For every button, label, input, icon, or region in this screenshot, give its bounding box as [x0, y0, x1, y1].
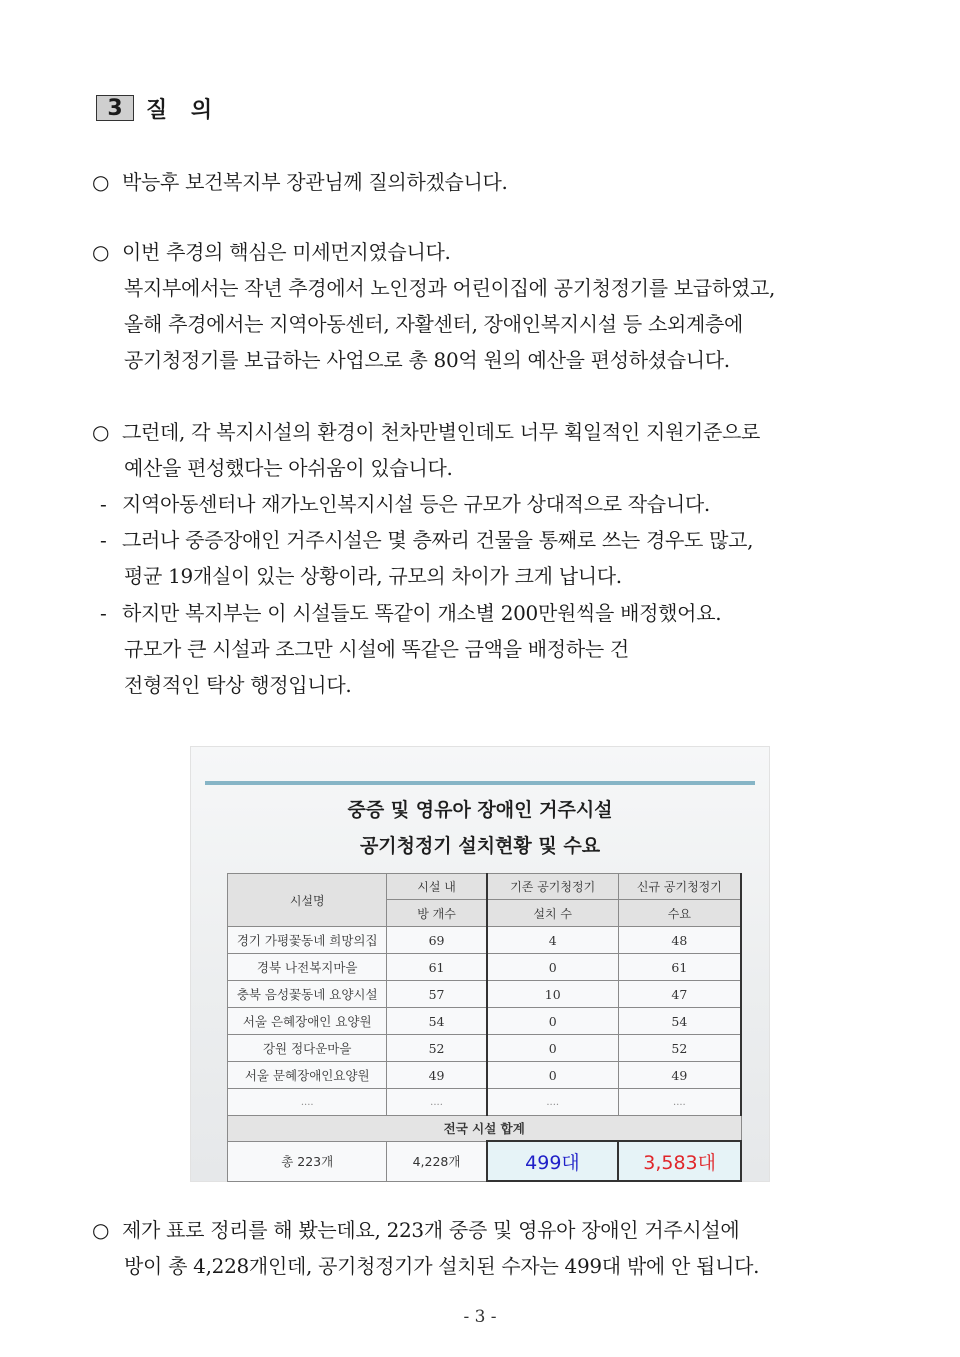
table-row: 서울 문혜장애인요양원 49 0 49	[228, 1062, 742, 1089]
table-row: 경기 가평꽃동네 희망의집 69 4 48	[228, 927, 742, 954]
header-facility: 시설명	[228, 874, 387, 927]
circle-bullet: ○	[92, 170, 110, 194]
table-row: 충북 음성꽃동네 요양시설 57 10 47	[228, 981, 742, 1008]
section-number: 3	[96, 95, 134, 121]
table-row-ellipsis: .... .... .... ....	[228, 1089, 742, 1116]
table-row: 서울 은혜장애인 요양원 54 0 54	[228, 1008, 742, 1035]
table-header-row: 시설명 시설 내 기존 공기청정기 신규 공기청정기	[228, 874, 742, 900]
table-row: 경북 나전복지마을 61 0 61	[228, 954, 742, 981]
dash-bullet: -	[100, 601, 107, 625]
circle-bullet: ○	[92, 1218, 110, 1242]
dash-bullet: -	[100, 528, 107, 552]
section-title: 질 의	[146, 97, 221, 123]
total-existing: 499대	[487, 1141, 619, 1181]
table-row: 강원 정다운마을 52 0 52	[228, 1035, 742, 1062]
paragraph-1: ○ 박능후 보건복지부 장관님께 질의하겠습니다.	[92, 170, 508, 194]
air-purifier-table	[227, 873, 742, 1182]
circle-bullet: ○	[92, 240, 110, 264]
figure-title-line-2: 공기청정기 설치현황 및 수요	[359, 835, 601, 857]
section-heading	[96, 93, 220, 123]
total-row: 총 223개 4,228개 499대 3,583대	[228, 1141, 742, 1181]
total-demand: 3,583대	[618, 1141, 741, 1181]
embedded-table-figure	[190, 746, 770, 1182]
dash-bullet: -	[100, 492, 107, 516]
circle-bullet: ○	[92, 420, 110, 444]
figure-title-line-1: 중증 및 영유아 장애인 거주시설	[347, 799, 613, 821]
page-number: - 3 -	[463, 1307, 497, 1327]
summary-header-row: 전국 시설 합계	[228, 1116, 742, 1142]
figure-rule-line	[205, 781, 755, 785]
table-header-row-2: 방 개수 설치 수 수요	[228, 900, 742, 927]
